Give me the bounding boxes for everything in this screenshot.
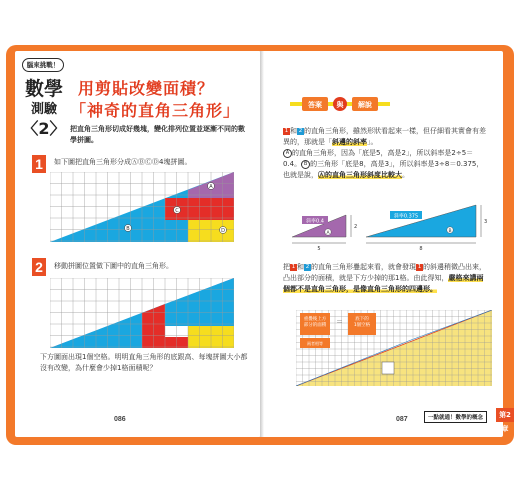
overlap-label-1a: 重疊後上方 [303, 317, 327, 322]
answer-text-span: 和 [290, 127, 297, 135]
footer-tag: 一點就通！數學的概念 [424, 411, 487, 423]
answer-paragraph-1 [283, 126, 489, 181]
piece-2-icon: 2 [305, 263, 310, 270]
overlap-label-2b: 1個空格 [353, 323, 371, 328]
piece-1-icon: 1 [417, 263, 422, 270]
subject-label: 數學 [24, 78, 63, 100]
compare-label-a: A [326, 231, 330, 236]
answer-text-span: 的直角三角形疊起來看，就會發現 [311, 263, 416, 271]
answer-text-span: 的直角三角形，雖然形狀看起來一樣，但仔細看其實會有差異的，那就是「 [283, 127, 486, 146]
answer-text-span: 的斜邊稍微凸出來，凸出部分的面積，就是下方少掉的那1格。由此得知， [283, 263, 486, 282]
step-1-text: 如下圖把直角三角形分成ⒶⒷⒸⒹ4塊拼圖。 [54, 158, 192, 166]
page-number-right: 087 [396, 416, 408, 423]
steeper-highlight: Ⓐ的直角三角形斜度比較大 [318, 171, 402, 179]
left-height: 2 [354, 224, 358, 230]
overlap-label-1b: 部分的面積 [303, 323, 327, 328]
step-2-text: 移動拼圖位置做下圖中的直角三角形。 [54, 262, 173, 270]
puzzle-figure-2 [50, 278, 234, 348]
conclusion-highlight-1: 嚴格來講兩個都不是直角三角形 [283, 274, 484, 293]
label-b: B [126, 226, 130, 232]
piece-1-icon: 1 [284, 127, 289, 134]
overlap-label-3: 兩者相等 [307, 341, 323, 346]
piece-2-icon: 2 [298, 127, 303, 134]
slope-highlight: 斜邊的斜率 [332, 138, 367, 146]
banner-explanation: 解說 [358, 101, 372, 109]
puzzle-figure-1 [50, 172, 234, 242]
conclusion-highlight-2: ，是像直角三角形的四邊形。 [346, 285, 437, 293]
right-base: 8 [419, 246, 423, 252]
slope-left-label: 斜率0.4 [306, 218, 324, 225]
chapter-tab: 第2章 [496, 408, 514, 422]
compare-label-b: B [448, 229, 452, 234]
question-paragraph: 下方圖面出現1個空格。明明直角三角形的底跟高、每塊拼圖大小都沒有改變，為什麼會少掉1格面積呢？ [40, 353, 248, 372]
answer-text-span: 的三角形「底是8，高是3」，所以斜率是3÷8＝0.375，也就是說， [283, 160, 484, 179]
answer-text-span: 把 [283, 263, 290, 271]
answer-text-span: 」。 [367, 138, 378, 146]
banner-answer: 答案 [308, 101, 322, 109]
piece-1-icon: 1 [291, 263, 296, 270]
overlap-figure [296, 310, 492, 386]
answer-text-span: 和 [297, 263, 304, 271]
right-height: 3 [484, 219, 488, 225]
slope-compare-figure [290, 203, 490, 253]
left-base: 5 [317, 246, 321, 252]
book-spine [260, 51, 264, 437]
page-title-line2: 「神奇的直角三角形」 [70, 101, 241, 120]
intro-paragraph: 把直角三角形切成好幾塊，變化排列位置並逐漸不同的數學拼圖。 [70, 125, 245, 144]
label-d: D [221, 228, 225, 234]
page-title-line1: 用剪貼改變面積？ [78, 79, 215, 98]
banner-and: 與 [336, 101, 344, 109]
equals-sign: ＝ [336, 318, 343, 326]
page-number-left: 086 [114, 416, 126, 423]
overlap-label-2a: 底下的 [355, 317, 369, 322]
answer-text-span: 。 [402, 171, 409, 179]
label-a: A [209, 184, 213, 190]
step-2-number: 2 [32, 258, 46, 276]
piece-b-icon: B [301, 160, 310, 169]
answer-banner [280, 96, 400, 112]
slope-right-label: 斜率0.375 [393, 213, 419, 220]
answer-paragraph-2 [283, 262, 489, 295]
step-1-number: 1 [32, 155, 46, 173]
label-c: C [175, 208, 179, 214]
test-label: 測驗 [30, 102, 57, 117]
answer-text-span: 的直角三角形，因為「底是5，高是2」，所以斜率是2÷5＝0.4。 [283, 149, 474, 168]
piece-a-icon: A [283, 149, 292, 158]
test-number: 〈2〉 [22, 119, 66, 138]
challenge-tag: 腦來挑戰！ [22, 58, 64, 72]
